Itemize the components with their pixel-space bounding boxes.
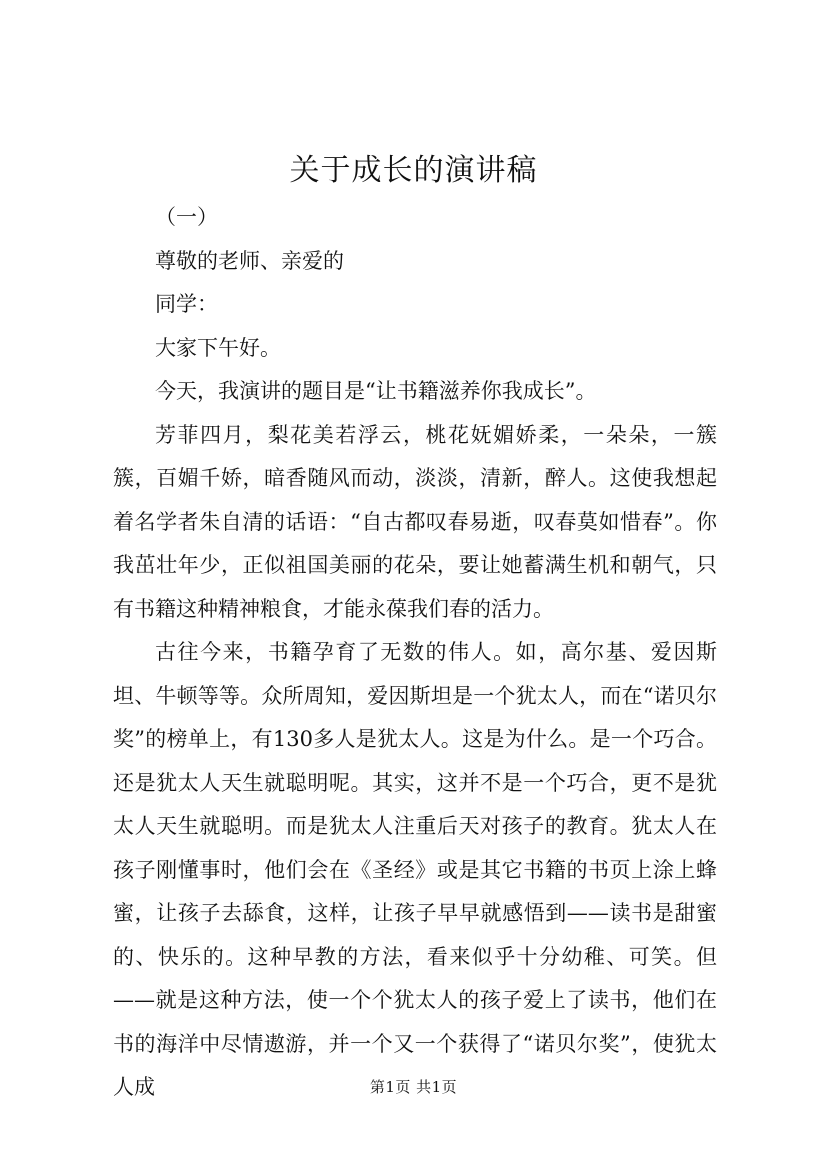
paragraph-body-2: 古往今来，书籍孕育了无数的伟人。如，高尔基、爱因斯坦、牛顿等等。众所周知，爱因斯坦是一个犹太人，而在“诺贝尔奖”的榜单上，有130多人是犹太人。这是为什么。是一个巧合。还是犹太人天生就聪明呢。其实，这并不是一个巧合，更不是犹太人天生就聪明。而是犹太人注重后天对孩子的教育。犹太人在孩子刚懂事时，他们会在《圣经》或是其它书籍的书页上涂上蜂蜜，让孩子去舔食，这样，让孩子早早就感悟到——读书是甜蜜的、快乐的。这种早教的方法，看来似乎十分幼稚、可笑。但——就是这种方法，使一个个犹太人的孩子爱上了读书，他们在书的海洋中尽情遨游，并一个又一个获得了“诺贝尔奖”，使犹太人成 — [113, 640, 717, 1099]
page-footer: 第1页 共1页 — [369, 1078, 458, 1096]
paragraph-salutation-2: 同学： — [155, 292, 218, 316]
document-title: 关于成长的演讲稿 — [289, 153, 538, 188]
paragraph-topic: 今天，我演讲的题目是“让书籍滋养你我成长”。 — [155, 379, 597, 403]
document-body — [113, 196, 717, 1110]
paragraph-salutation-1: 尊敬的老师、亲爱的 — [155, 248, 344, 273]
section-marker: （一） — [155, 205, 218, 229]
paragraph-greeting: 大家下午好。 — [155, 335, 281, 360]
paragraph-body-1: 芳菲四月，梨花美若浮云，桃花妩媚娇柔，一朵朵，一簇簇，百媚千娇，暗香随风而动，淡淡，清新，醉人。这使我想起着名学者朱自清的话语：“自古都叹春易逝，叹春莫如惜春”。你我茁壮年少，正似祖国美丽的花朵，要让她蓄满生机和朝气，只有书籍这种精神粮食，才能永葆我们春的活力。 — [113, 422, 717, 621]
